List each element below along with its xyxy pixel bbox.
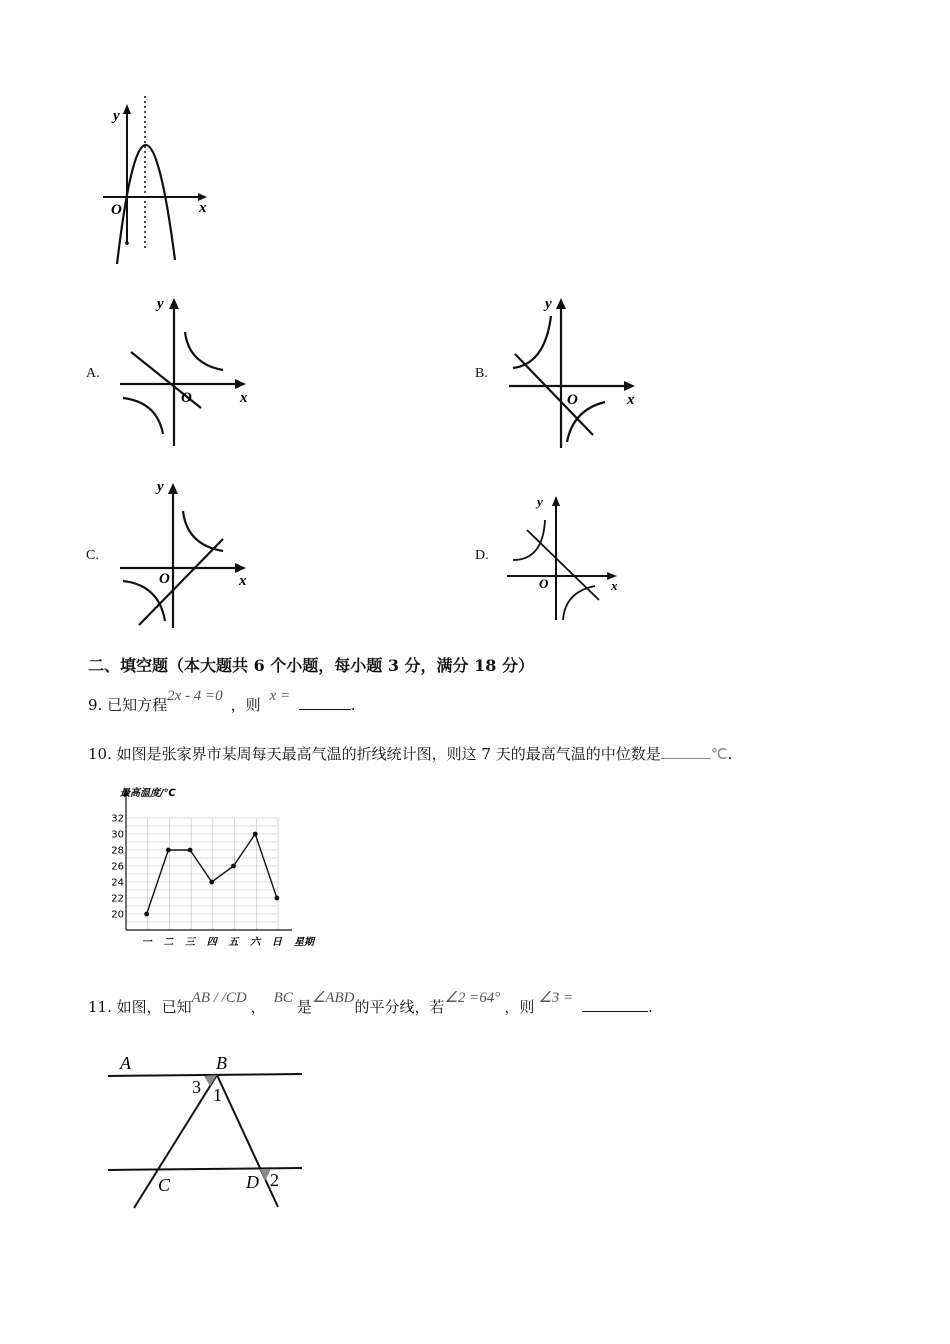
parallel-lines-figure: [100, 1045, 310, 1215]
label-c: C: [158, 1175, 171, 1195]
question-text: 已知方程: [107, 696, 168, 714]
option-d-label[interactable]: D.: [475, 548, 489, 563]
temperature-line-chart: [100, 780, 330, 952]
label-1: 1: [213, 1085, 222, 1105]
y-tick-label: 22: [111, 893, 124, 905]
x-tick-label: 日: [271, 937, 282, 948]
x-tick-label: 三: [185, 937, 196, 948]
x-tick-label: 五: [228, 937, 239, 948]
x-tick-label: 四: [206, 937, 217, 948]
x-label: x: [611, 578, 618, 593]
label-3: 3: [192, 1077, 201, 1097]
data-point: [144, 912, 149, 917]
question-text: 如图，已知: [116, 998, 192, 1016]
y-label: y: [113, 108, 120, 124]
y-label: y: [157, 479, 164, 495]
math-angle-abd: ∠ABD: [311, 990, 355, 1006]
option-b-label[interactable]: B.: [475, 366, 488, 381]
data-point: [231, 864, 236, 869]
y-label: y: [545, 296, 552, 312]
y-tick-label: 32: [111, 813, 124, 825]
question-number: 10.: [88, 745, 112, 763]
x-label: x: [199, 200, 207, 216]
data-point: [253, 832, 258, 837]
label-2: 2: [270, 1170, 279, 1190]
line-ab: [108, 1074, 302, 1076]
data-point: [188, 848, 193, 853]
variable: x =: [269, 688, 290, 704]
parabola-graph: [95, 90, 220, 270]
math-bc: BC: [273, 990, 293, 1006]
math-parallel: AB / /CD: [191, 990, 247, 1006]
y-tick-label: 20: [111, 909, 124, 921]
unit: ℃: [710, 747, 728, 763]
y-axis-arrow: [123, 104, 131, 114]
label-d: D: [246, 1172, 259, 1192]
y-axis-label: 最高温度/℃: [120, 788, 176, 799]
question-text: ，则: [230, 696, 261, 714]
x-tick-label: 一: [141, 937, 152, 948]
x-tick-label: 六: [250, 937, 261, 948]
origin-label: O: [567, 392, 578, 408]
option-a-graph[interactable]: [115, 290, 260, 450]
x-label: x: [240, 390, 248, 406]
question-9: 9. 已知方程2x - 4 =0 ，则 x = .: [88, 688, 356, 714]
y-tick-label: 30: [111, 829, 124, 841]
y-tick-label: 26: [111, 861, 124, 873]
data-point: [275, 896, 280, 901]
question-10: 10. 如图是张家界市某周每天最高气温的折线统计图，则这 7 天的最高气温的中位数是 ℃.: [88, 745, 733, 763]
data-point: [209, 880, 214, 885]
point: [125, 241, 129, 245]
question-text: 如图是张家界市某周每天最高气温的折线统计图，则这 7 天的最高气温的中位数是: [116, 745, 661, 763]
question-11: 11. 如图，已知AB / /CD ， BC 是∠ABD的平分线，若∠2 =64° ，则 ∠3 = .: [88, 990, 653, 1016]
x-axis-label: 星期: [294, 937, 314, 948]
answer-blank[interactable]: [299, 695, 351, 710]
equation: 2x - 4 =0: [167, 688, 223, 704]
parabola-curve: [117, 145, 175, 264]
label-a: A: [120, 1053, 131, 1073]
data-point: [166, 848, 171, 853]
origin-label: O: [111, 202, 122, 218]
section-title: 二、填空题（本大题共 6 个小题，每小题 3 分，满分 18 分）: [88, 656, 534, 675]
origin-label: O: [181, 390, 192, 406]
math-angle-2: ∠2 =64°: [444, 990, 501, 1006]
y-tick-label: 24: [111, 877, 124, 889]
question-number: 11.: [88, 998, 112, 1016]
y-label: y: [537, 494, 543, 509]
answer-blank[interactable]: [661, 744, 711, 759]
y-tick-label: 28: [111, 845, 124, 857]
x-label: x: [239, 573, 247, 589]
option-c-label[interactable]: C.: [86, 548, 99, 563]
x-tick-label: 二: [163, 937, 174, 948]
label-b: B: [216, 1053, 227, 1073]
answer-blank[interactable]: [582, 997, 648, 1012]
math-angle-3: ∠3 =: [538, 990, 574, 1006]
origin-label: O: [539, 576, 549, 591]
option-b-graph[interactable]: [503, 290, 648, 450]
y-label: y: [157, 296, 164, 312]
question-number: 9.: [88, 696, 103, 714]
option-d-graph[interactable]: [503, 490, 628, 620]
line-bc: [134, 1075, 217, 1208]
origin-label: O: [159, 571, 170, 587]
option-a-label[interactable]: A.: [86, 366, 100, 381]
option-c-graph[interactable]: [115, 475, 260, 630]
x-label: x: [627, 392, 635, 408]
